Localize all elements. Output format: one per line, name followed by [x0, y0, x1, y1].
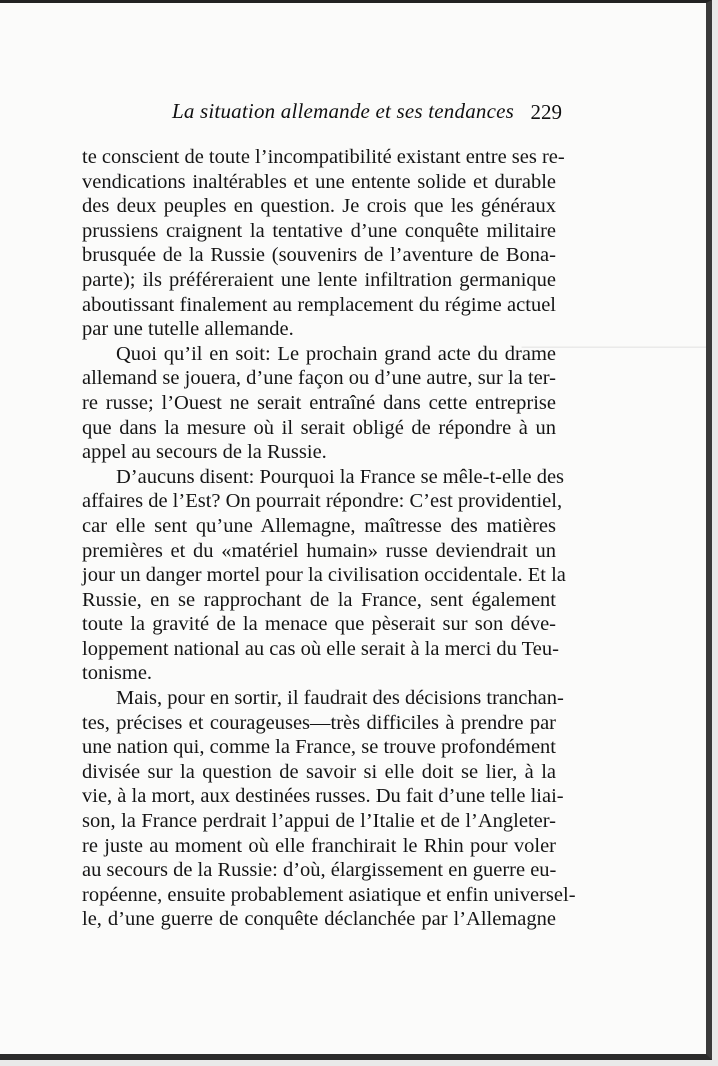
paragraph: [82, 465, 566, 686]
page-number: 229: [530, 100, 562, 124]
text-line: Russie, en se rapprochant de la France, sent également: [82, 588, 556, 611]
text-line: toute la gravité de la menace que pèserait sur son déve-: [82, 613, 556, 636]
running-title: La situation allemande et ses tendances: [172, 99, 515, 123]
text-line: premières et du «matériel humain» russe deviendrait un: [82, 539, 556, 562]
text-line: prussiens craignent la tentative d’une conquête militaire: [82, 219, 556, 242]
text-line: aboutissant finalement au remplacement du régime actuel: [82, 293, 556, 316]
text-line: une nation qui, comme la France, se trouve profondément: [82, 736, 556, 759]
running-header: [172, 99, 564, 124]
text-line: jour un danger mortel pour la civilisation occidentale. Et la: [82, 564, 566, 587]
text-line: ropéenne, ensuite probablement asiatique et enfin universel-: [82, 883, 576, 906]
paragraph: [82, 342, 556, 465]
text-line: re juste au moment où elle franchirait le Rhin pour voler: [82, 834, 556, 857]
text-line: vie, à la mort, aux destinées russes. Du fait d’une telle liai-: [82, 785, 564, 808]
text-line: le, d’une guerre de conquête déclanchée par l’Allemagne: [82, 908, 556, 931]
text-line: brusquée de la Russie (souvenirs de l’aventure de Bona-: [82, 244, 556, 267]
text-line: Quoi qu’il en soit: Le prochain grand acte du drame: [116, 342, 556, 365]
paragraph: [82, 686, 576, 932]
text-line: tes, précises et courageuses—très difficiles à prendre par: [82, 711, 556, 734]
text-line: allemand se jouera, d’une façon ou d’une autre, sur la ter-: [82, 367, 556, 390]
text-line: des deux peuples en question. Je crois que les généraux: [82, 195, 556, 218]
text-line: re russe; l’Ouest ne serait entraîné dans cette entreprise: [82, 391, 556, 414]
body-text: [82, 145, 576, 932]
text-line: divisée sur la question de savoir si elle doit se lier, à la: [82, 760, 556, 783]
text-line: tonisme.: [82, 662, 153, 685]
text-line: D’aucuns disent: Pourquoi la France se mêle-t-elle des: [116, 465, 565, 488]
text-line: affaires de l’Est? On pourrait répondre: C’est providentiel,: [82, 490, 563, 513]
text-line: au secours de la Russie: d’où, élargissement en guerre eu-: [82, 859, 557, 882]
text-line: loppement national au cas où elle serait à la merci du Teu-: [82, 637, 559, 660]
text-line: que dans la mesure où il serait obligé de répondre à un: [82, 416, 556, 439]
text-line: son, la France perdrait l’appui de l’Italie et de l’Angleter-: [82, 810, 556, 833]
text-line: par une tutelle allemande.: [82, 318, 294, 341]
text-line: parte); ils préféreraient une lente infiltration germanique: [82, 268, 556, 291]
show-through-bleed: ──────────────────: [521, 338, 706, 358]
text-line: car elle sent qu’une Allemagne, maîtresse des matières: [82, 514, 556, 537]
text-line: vendications inaltérables et une entente solide et durable: [82, 170, 556, 193]
text-line: te conscient de toute l’incompatibilité existant entre ses re-: [82, 146, 565, 168]
text-line: Mais, pour en sortir, il faudrait des décisions tranchan-: [116, 687, 564, 710]
text-line: appel au secours de la Russie.: [82, 441, 327, 464]
paragraph: [82, 145, 565, 342]
